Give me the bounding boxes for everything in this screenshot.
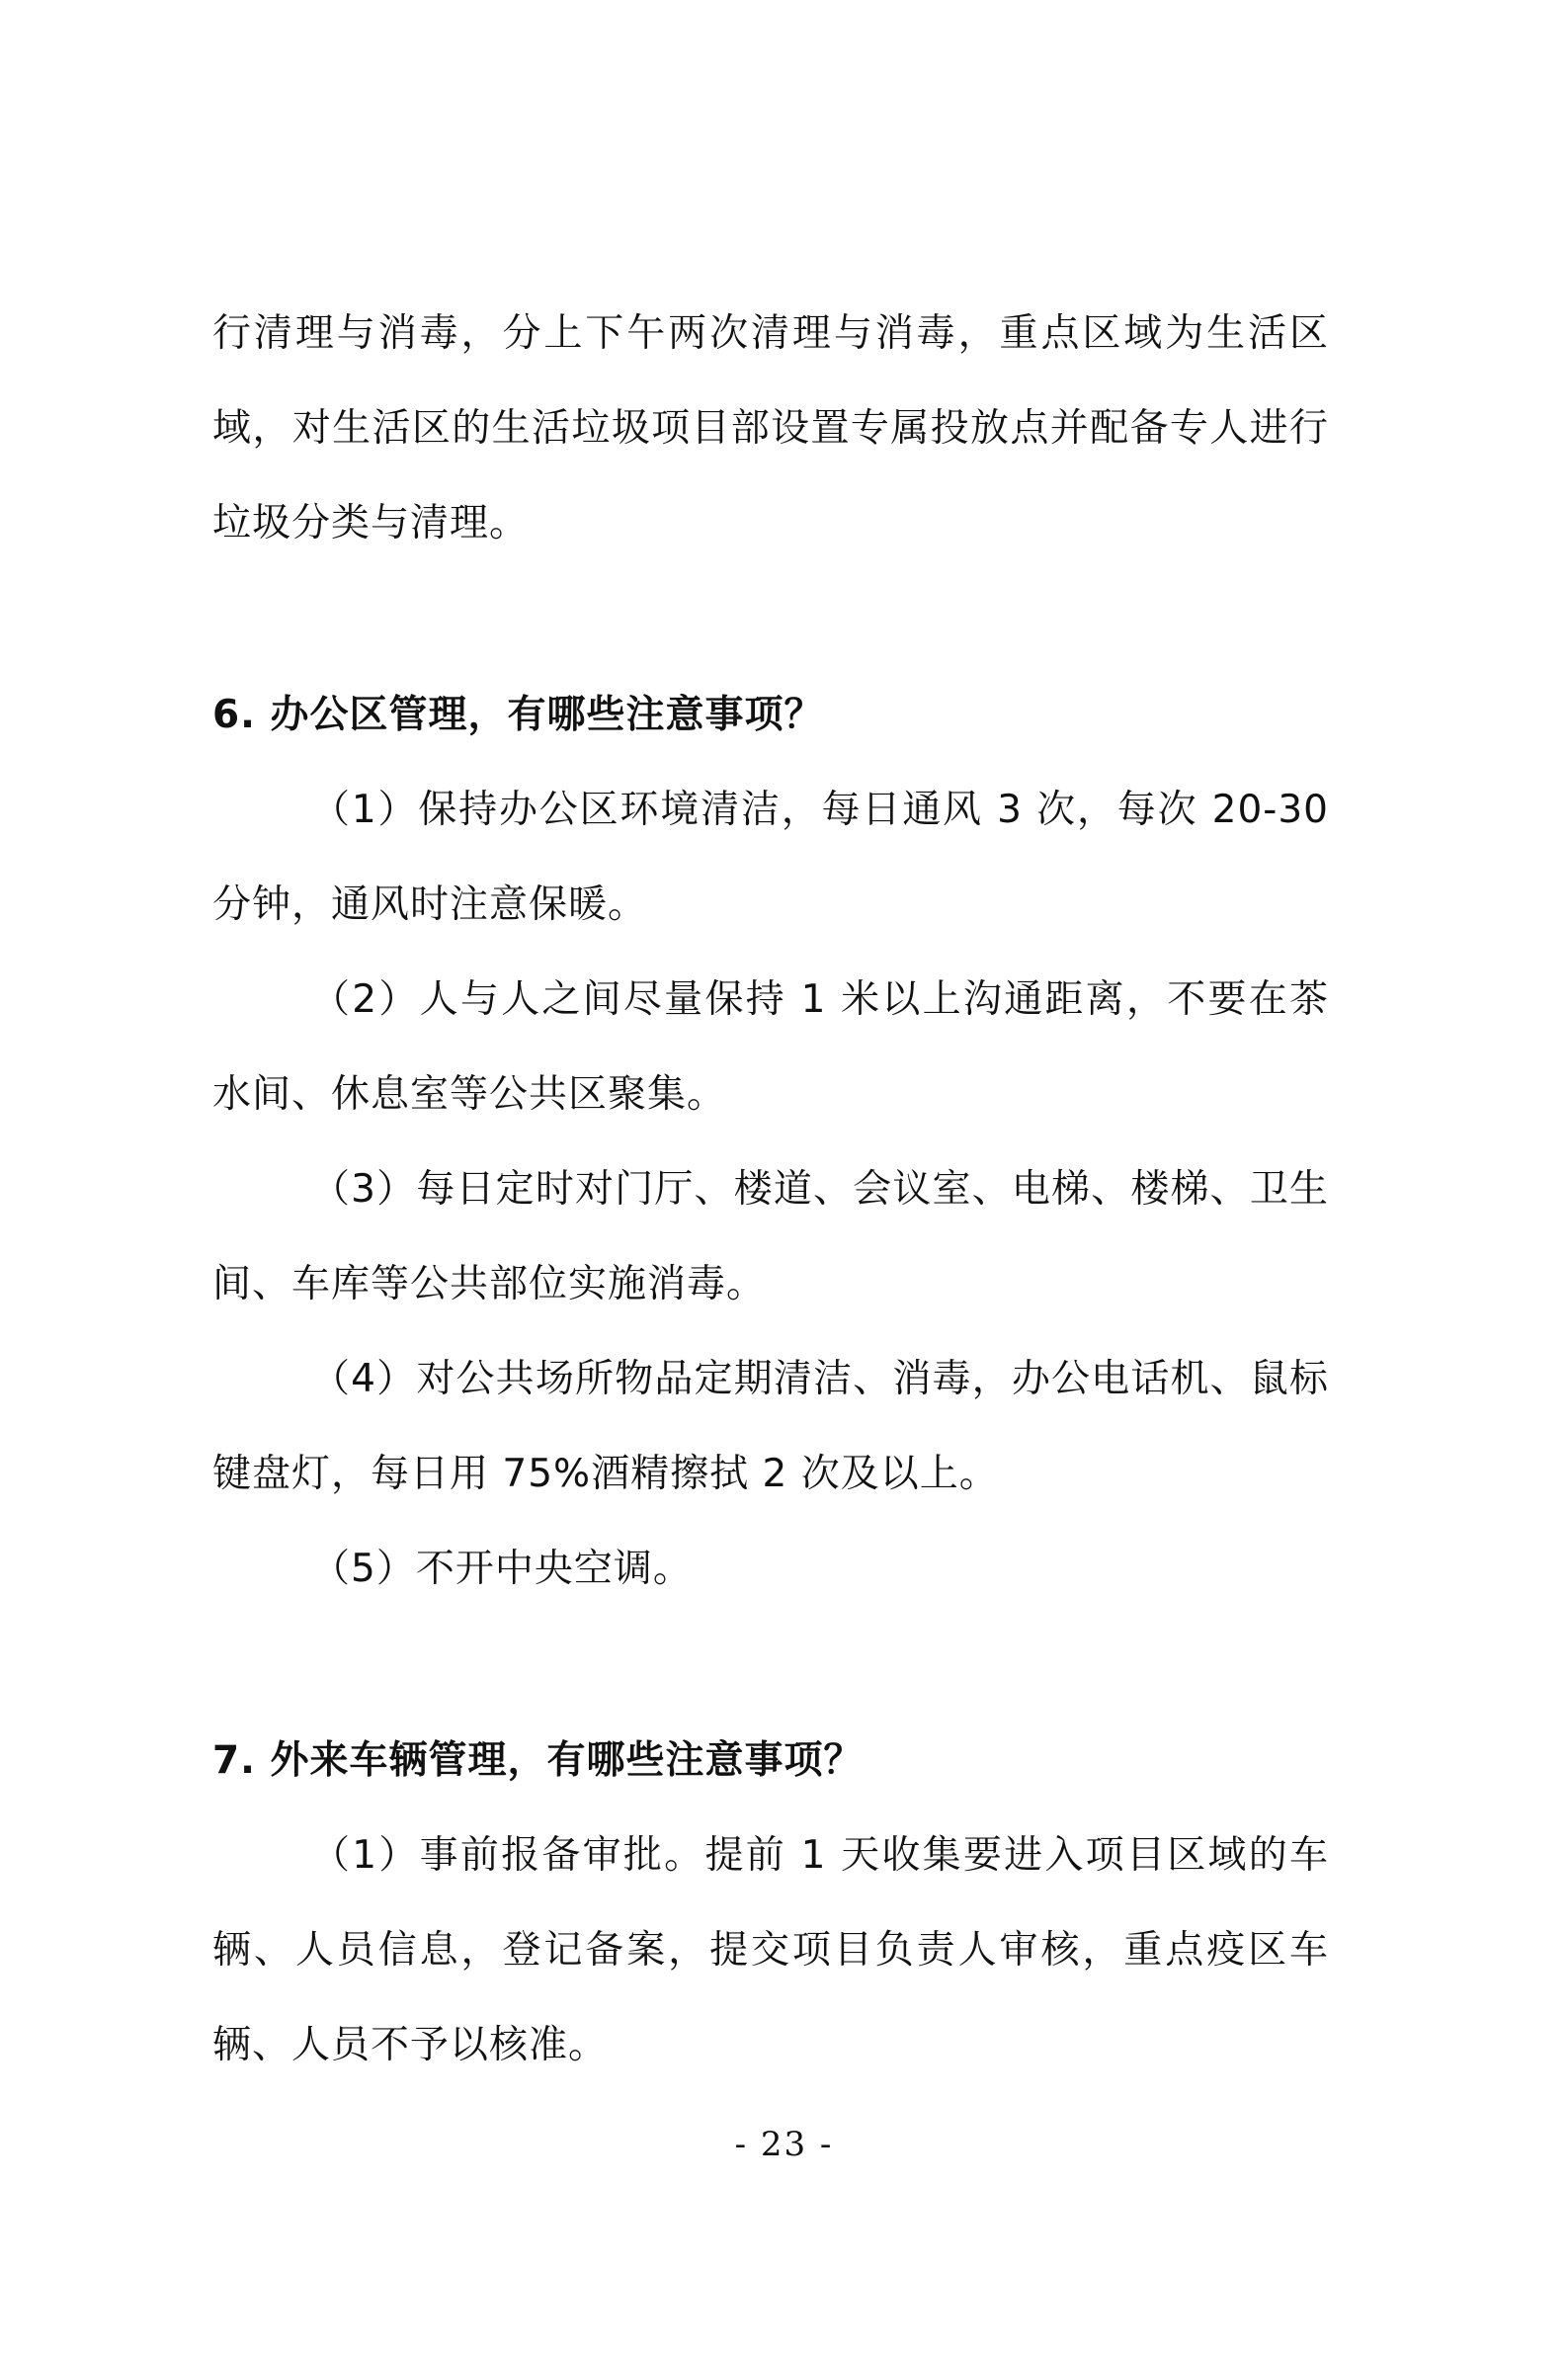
section-6-item-2: （2）人与人之间尽量保持 1 米以上沟通距离，不要在茶水间、休息室等公共区聚集。: [212, 977, 1329, 1117]
section-6-heading: 6. 办公区管理，有哪些注意事项？: [212, 693, 824, 737]
section-6-item-3: （3）每日定时对门厅、楼道、会议室、电梯、楼梯、卫生间、车库等公共部位实施消毒。: [212, 1167, 1329, 1306]
section-6-item-1: （1）保持办公区环境清洁，每日通风 3 次，每次 20-30 分钟，通风时注意保暖。: [212, 788, 1329, 927]
section-spacer: [212, 571, 1329, 668]
section-6-item-5: （5）不开中央空调。: [311, 1547, 693, 1591]
continuation-paragraph: 行清理与消毒，分上下午两次清理与消毒，重点区域为生活区域，对生活区的生活垃圾项目部设置专属投放点并配备专人进行垃圾分类与清理。: [212, 311, 1329, 546]
page-number: - 23 -: [734, 2125, 834, 2164]
body-text: [212, 287, 1329, 2093]
section-spacer: [212, 1617, 1329, 1714]
section-6-item-4: （4）对公共场所物品定期清洁、消毒，办公电话机、鼠标键盘灯，每日用 75%酒精擦拭 2 次及以上。: [212, 1357, 1329, 1496]
section-7-heading: 7. 外来车辆管理，有哪些注意事项？: [212, 1738, 864, 1783]
section-7-item-1: （1）事前报备审批。提前 1 天收集要进入项目区域的车辆、人员信息，登记备案，提交项目负责人审核，重点疫区车辆、人员不予以核准。: [212, 1833, 1329, 2067]
